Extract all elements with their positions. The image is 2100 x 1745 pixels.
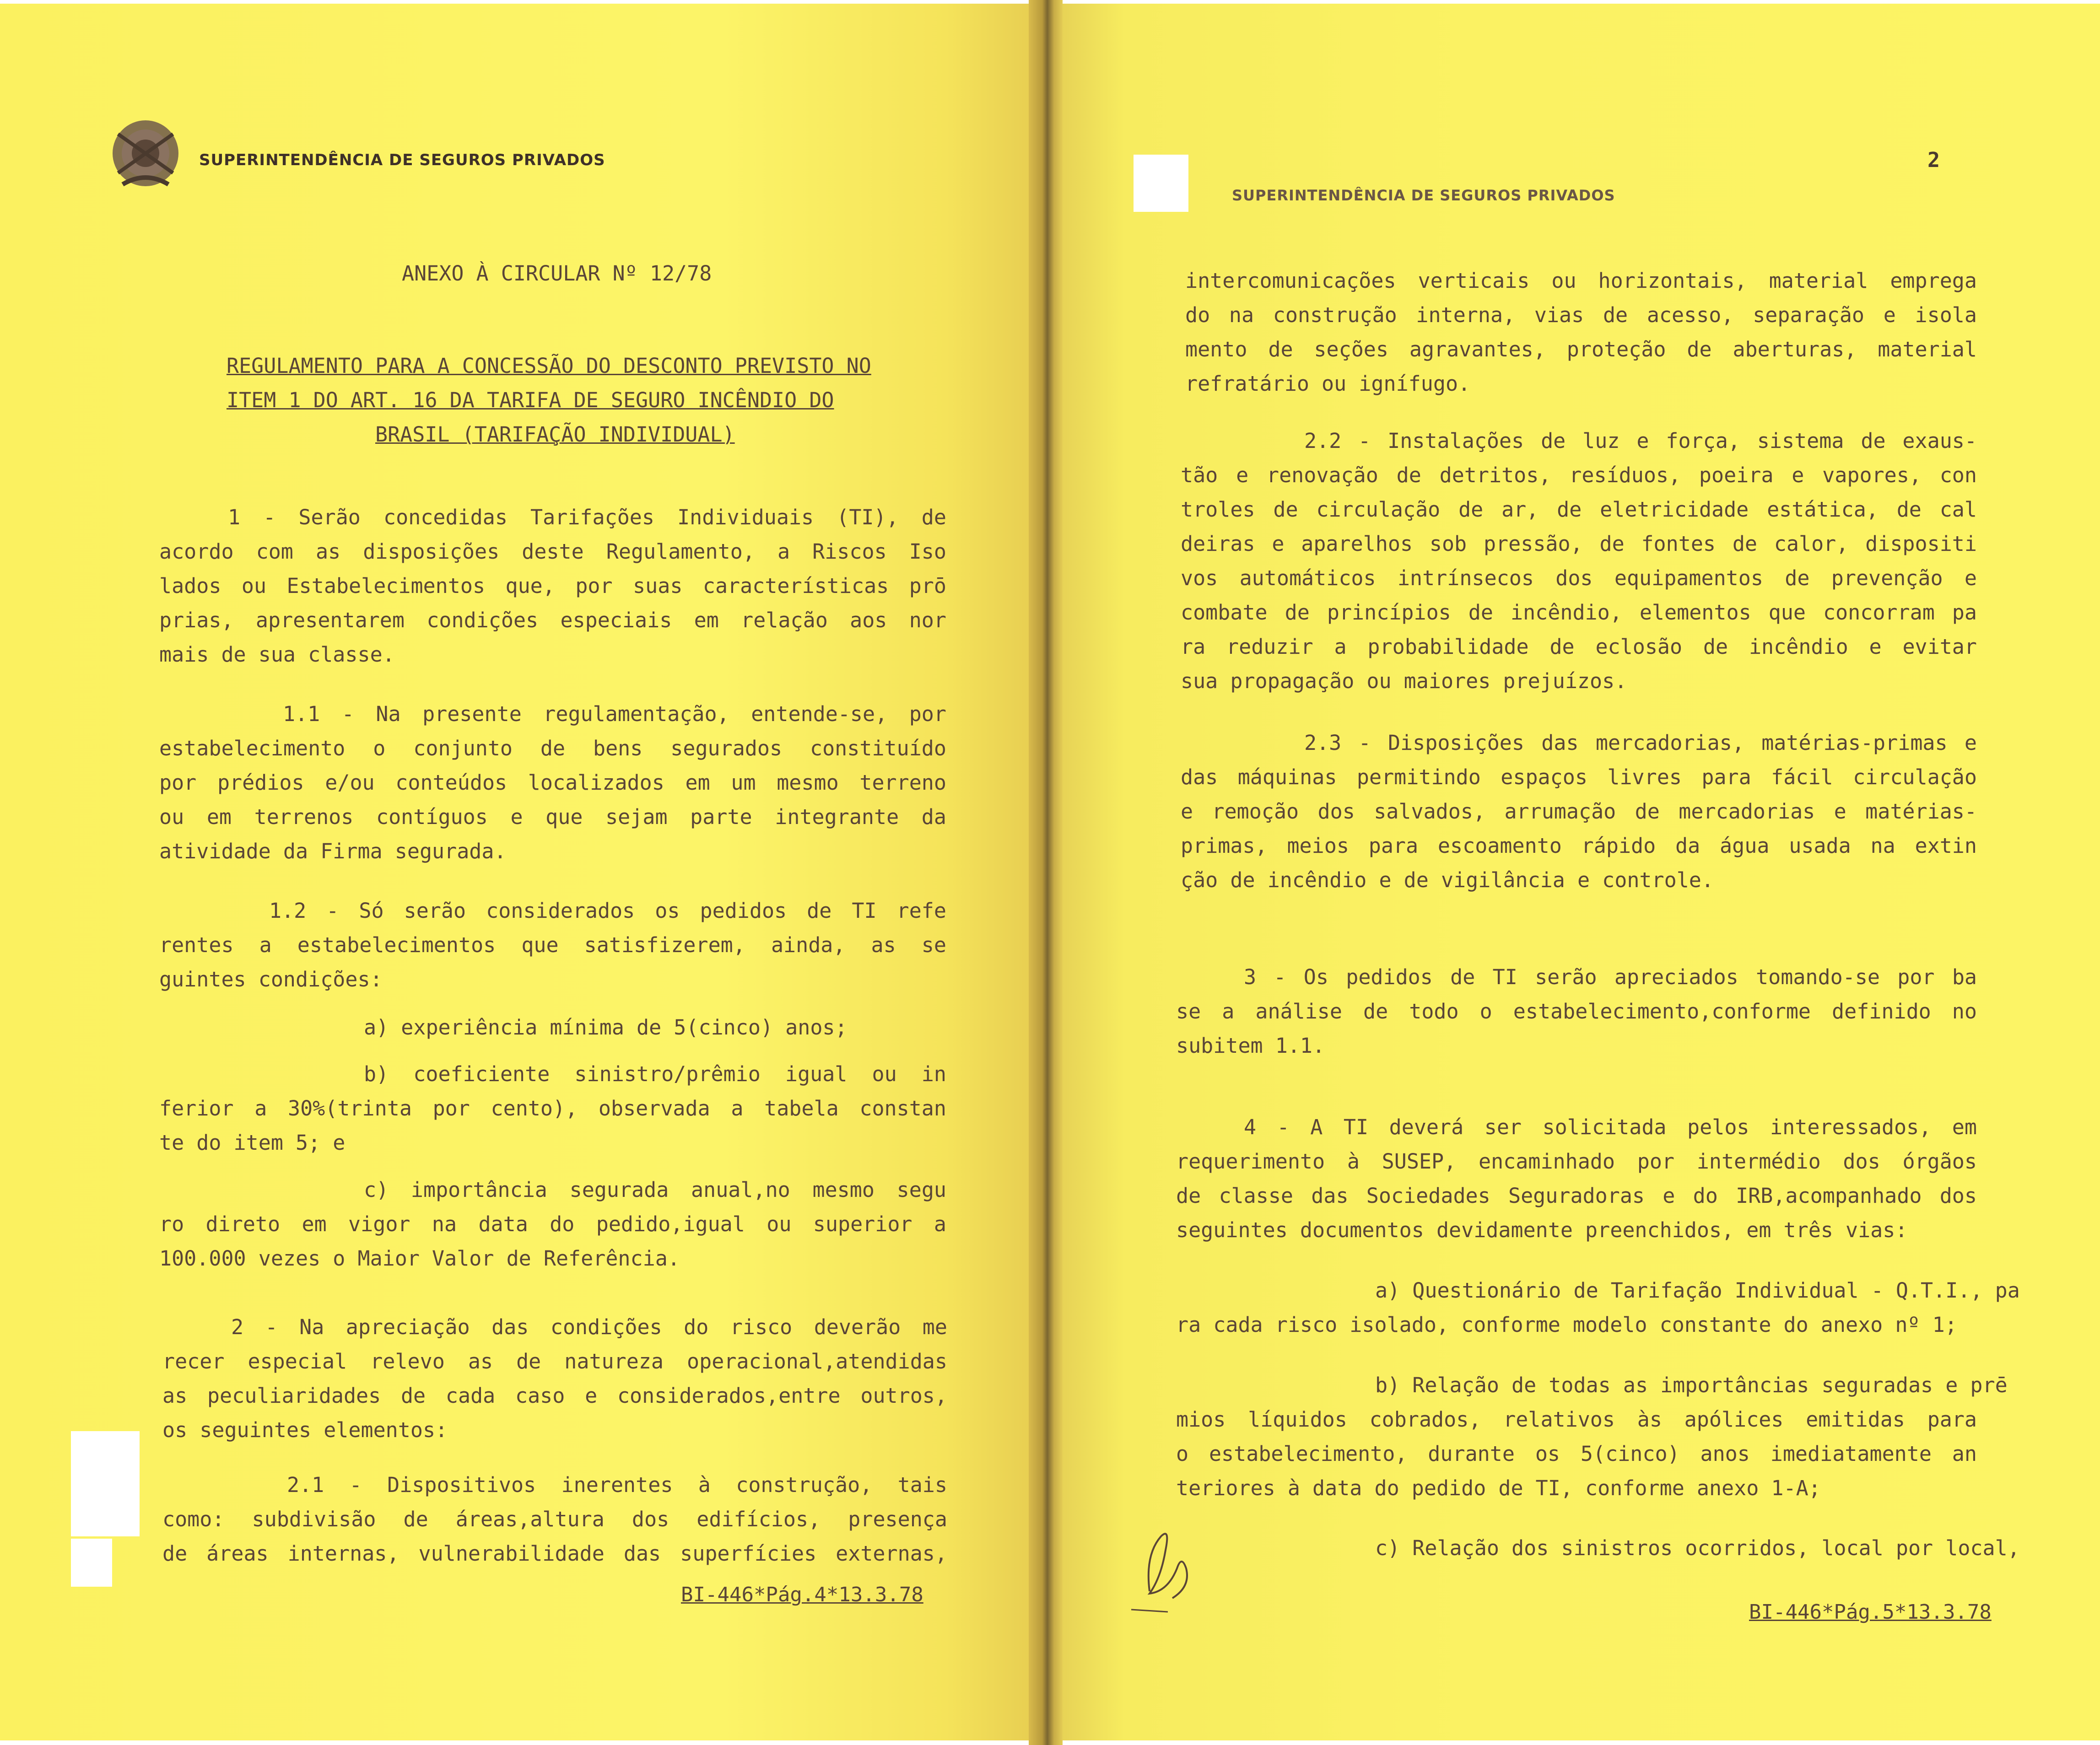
paragraph-2-1-continued: intercomunicações verticais ou horizontais, material emprega do na construção interna, vias de acesso, separação e isola mento de seções agravantes, proteção de aberturas, material refratário ou ignífugo.	[1185, 269, 1977, 396]
agency-header: SUPERINTENDÊNCIA DE SEGUROS PRIVADOS	[1232, 187, 1615, 204]
condition-c: c) importância segurada anual,no mesmo segu ro direto em vigor na data do pedido,igual ou superior a 100.000 vezes o Maior Valor de Referência.	[159, 1178, 946, 1271]
regulation-heading: REGULAMENTO PARA A CONCESSÃO DO DESCONTO PREVISTO NO ITEM 1 DO ART. 16 DA TARIFA DE SEGURO INCÊNDIO DO BRASIL (TARIFAÇÃO INDIVIDUAL)	[227, 354, 871, 447]
redaction-box	[1134, 155, 1188, 212]
left-page	[0, 4, 1029, 1740]
redaction-box	[71, 1431, 140, 1536]
paragraph-1: 1 - Serão concedidas Tarifações Individuais (TI), de acordo com as disposições deste Regulamento, a Riscos Iso lados ou Estabelecimentos que, por suas características prō prias, apresentarem condições especiais em relação aos nor mais de sua classe.	[159, 505, 946, 667]
book-gutter	[1029, 0, 1063, 1745]
agency-header: SUPERINTENDÊNCIA DE SEGUROS PRIVADOS	[199, 151, 605, 169]
paragraph-2: 2 - Na apreciação das condições do risco deverão me recer especial relevo as de natureza operacional,atendidas as peculiaridades de cada caso e considerados,entre outros, os seguintes elementos:	[162, 1315, 947, 1442]
paragraph-3: 3 - Os pedidos de TI serão apreciados tomando-se por ba se a análise de todo o estabelecimento,conforme definido no subitem 1.1.	[1176, 965, 1977, 1058]
paragraph-2-3: 2.3 - Disposições das mercadorias, matérias-primas e das máquinas permitindo espaços livres para fácil circulação e remoção dos salvados, arrumação de mercadorias e matérias- primas, meios para escoamento rápido da água usada na extin ção de incêndio e de vigilância e controle.	[1181, 731, 1977, 892]
coat-of-arms-logo	[104, 116, 187, 194]
page-number: 2	[1927, 148, 1940, 172]
paragraph-2-1: 2.1 - Dispositivos inerentes à construção, tais como: subdivisão de áreas,altura dos edifícios, presença de áreas internas, vulnerabilidade das superfícies externas,	[162, 1473, 947, 1566]
left-page-footer: BI-446*Pág.4*13.3.78	[681, 1583, 923, 1606]
paragraph-1-1: 1.1 - Na presente regulamentação, entende-se, por estabelecimento o conjunto de bens segurados constituído por prédios e/ou conteúdos localizados em um mesmo terreno ou em terrenos contíguos e que sejam parte integrante da atividade da Firma segurada.	[159, 702, 946, 863]
paragraph-2-2: 2.2 - Instalações de luz e força, sistema de exaus- tão e renovação de detritos, resíduos, poeira e vapores, con troles de circulação de ar, de eletricidade estática, de cal deiras e aparelhos sob pressão, de fontes de calor, dispositi vos automáticos intrínsecos dos equipamentos de prevenção e combate de princípios de incêndio, elementos que concorram pa ra reduzir a probabilidade de eclosão de incêndio e evitar sua propagação ou maiores prejuízos.	[1181, 429, 1977, 693]
annex-title: ANEXO À CIRCULAR Nº 12/78	[402, 261, 712, 285]
paragraph-1-2: 1.2 - Só serão considerados os pedidos de TI refe rentes a estabelecimentos que satisfizerem, ainda, as se guintes condições:	[159, 899, 946, 991]
condition-b: b) coeficiente sinistro/prêmio igual ou in ferior a 30%(trinta por cento), observada a tabela constan te do item 5; e	[159, 1062, 946, 1155]
condition-a: a) experiência mínima de 5(cinco) anos;	[364, 1015, 848, 1039]
document-b: b) Relação de todas as importâncias seguradas e prē mios líquidos cobrados, relativos às apólices emitidas para o estabelecimento, durante os 5(cinco) anos imediatamente an teriores à data do pedido de TI, conforme anexo 1-A;	[1176, 1373, 2008, 1500]
document-a: a) Questionário de Tarifação Individual - Q.T.I., pa ra cada risco isolado, conforme modelo constante do anexo nº 1;	[1176, 1278, 2020, 1337]
redaction-box	[71, 1539, 112, 1587]
document-c: c) Relação dos sinistros ocorridos, local por local,	[1375, 1536, 2020, 1560]
paragraph-4: 4 - A TI deverá ser solicitada pelos interessados, em requerimento à SUSEP, encaminhado por intermédio dos órgãos de classe das Sociedades Seguradoras e do IRB,acompanhado dos seguintes documentos devidamente preenchidos, em três vias:	[1176, 1115, 1977, 1242]
right-page-footer: BI-446*Pág.5*13.3.78	[1749, 1600, 1992, 1624]
handwritten-initials-signature	[1117, 1500, 1209, 1619]
right-page	[1063, 4, 2100, 1740]
